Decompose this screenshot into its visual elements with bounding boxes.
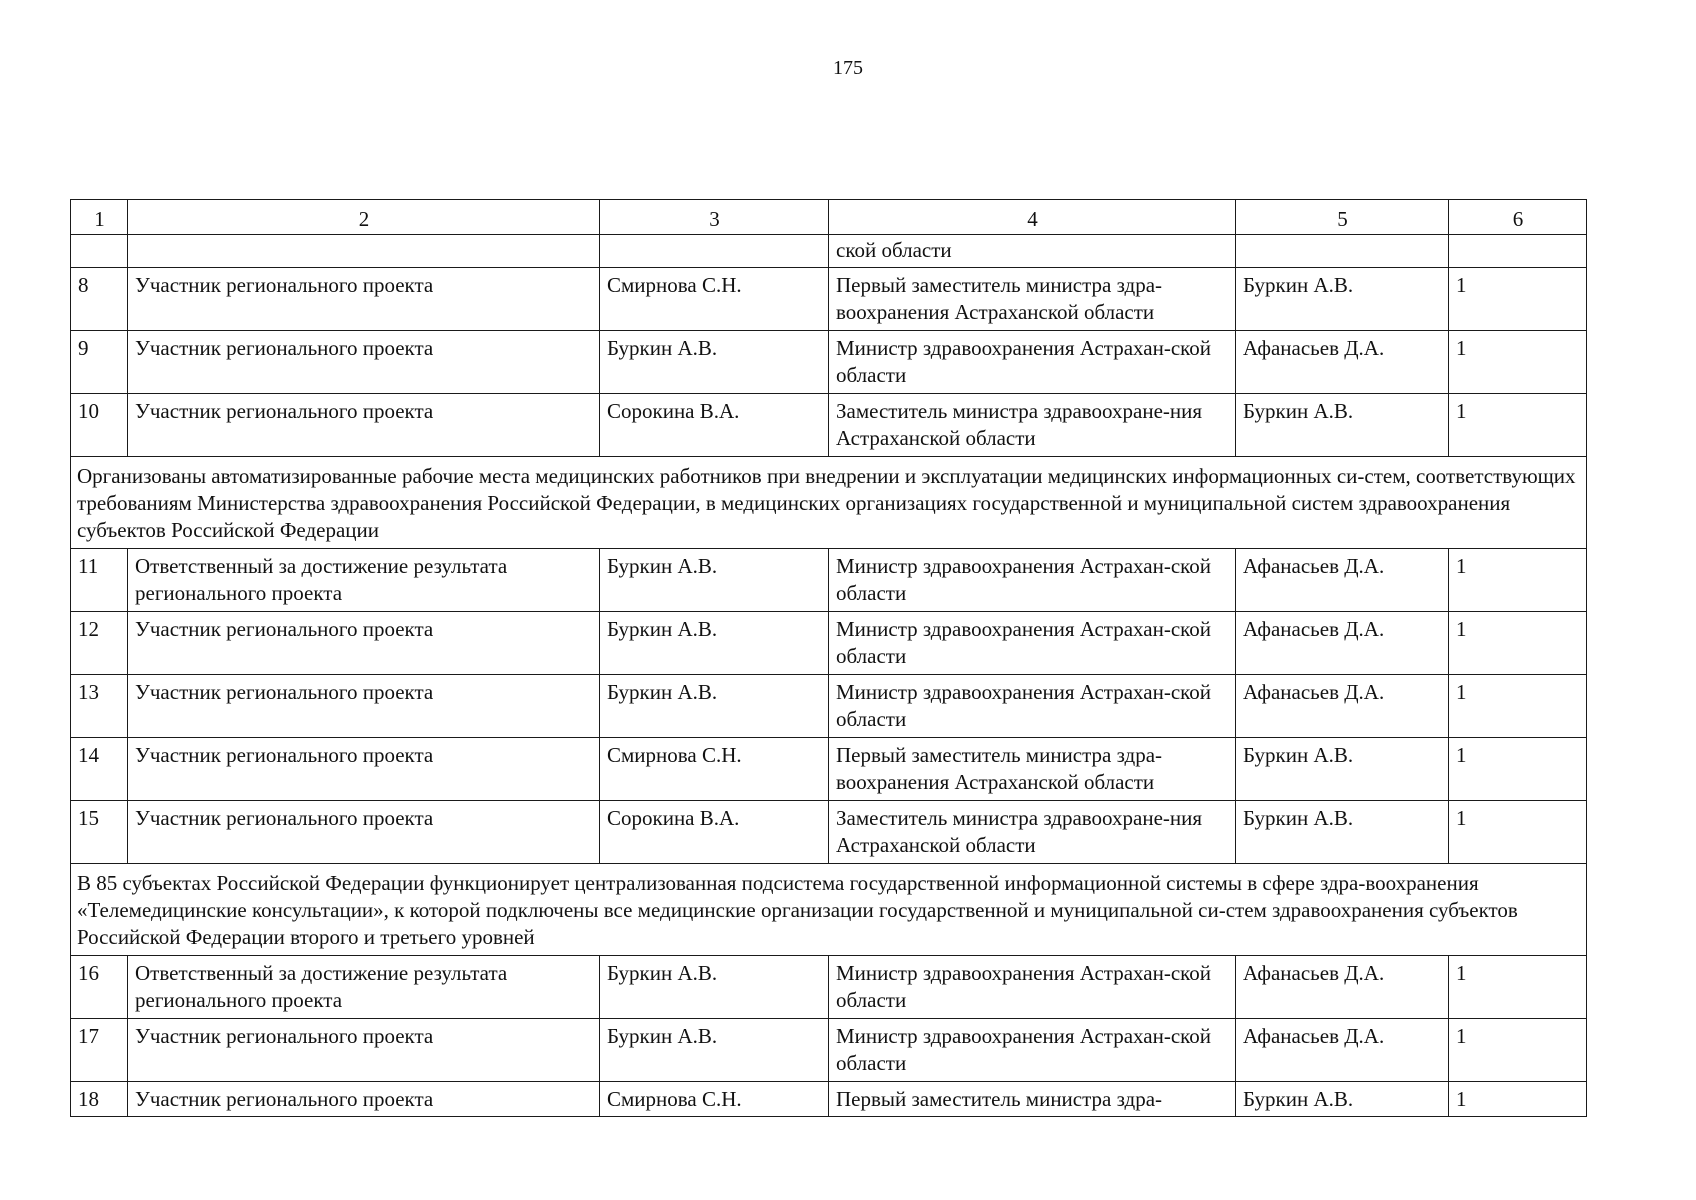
row-position: Министр здравоохранения Астрахан-ской области [829, 675, 1236, 738]
cell-empty [600, 235, 829, 268]
row-person: Сорокина В.А. [600, 394, 829, 457]
table-row [71, 331, 1587, 394]
row-number: 8 [71, 268, 128, 331]
row-position: Министр здравоохранения Астрахан-ской области [829, 1019, 1236, 1082]
row-position: Заместитель министра здравоохране-ния Астраханской области [829, 394, 1236, 457]
header-col-6: 6 [1449, 200, 1587, 235]
section-heading: Организованы автоматизированные рабочие места медицинских работников при внедрении и эксплуатации медицинских информационных си-стем, соответствующих требованиям Министерства здравоохранения Российской Федерации, в медицинских организациях государственной и муниципальной систем здравоохранения субъектов Российской Федерации [71, 457, 1587, 549]
header-col-3: 3 [600, 200, 829, 235]
row-role: Ответственный за достижение результата регионального проекта [128, 956, 600, 1019]
row-role: Участник регионального проекта [128, 1019, 600, 1082]
section-heading-row [71, 864, 1587, 956]
row-supervisor: Буркин А.В. [1236, 738, 1449, 801]
row-load: 1 [1449, 268, 1587, 331]
row-supervisor: Афанасьев Д.А. [1236, 675, 1449, 738]
header-col-2: 2 [128, 200, 600, 235]
table-row [71, 612, 1587, 675]
row-load: 1 [1449, 738, 1587, 801]
table-row [71, 394, 1587, 457]
row-supervisor: Афанасьев Д.А. [1236, 612, 1449, 675]
continuation-position: ской области [829, 235, 1236, 268]
row-person: Буркин А.В. [600, 612, 829, 675]
page-number: 175 [833, 57, 863, 79]
row-number: 16 [71, 956, 128, 1019]
row-supervisor: Афанасьев Д.А. [1236, 549, 1449, 612]
header-row [71, 200, 1587, 235]
row-supervisor: Буркин А.В. [1236, 268, 1449, 331]
row-person: Буркин А.В. [600, 956, 829, 1019]
row-person: Смирнова С.Н. [600, 268, 829, 331]
row-supervisor: Буркин А.В. [1236, 801, 1449, 864]
row-role: Участник регионального проекта [128, 394, 600, 457]
table-row [71, 268, 1587, 331]
cell-empty [1236, 235, 1449, 268]
header-col-1: 1 [71, 200, 128, 235]
responsibility-table [70, 199, 1587, 1117]
table-row [71, 675, 1587, 738]
continuation-row [71, 235, 1587, 268]
row-role: Участник регионального проекта [128, 612, 600, 675]
row-load: 1 [1449, 612, 1587, 675]
row-person: Буркин А.В. [600, 1019, 829, 1082]
row-role: Участник регионального проекта [128, 331, 600, 394]
cell-empty [1449, 235, 1587, 268]
row-position: Заместитель министра здравоохране-ния Астраханской области [829, 801, 1236, 864]
row-number: 14 [71, 738, 128, 801]
row-supervisor: Афанасьев Д.А. [1236, 331, 1449, 394]
row-role: Участник регионального проекта [128, 268, 600, 331]
row-person: Смирнова С.Н. [600, 1082, 829, 1117]
row-number: 18 [71, 1082, 128, 1117]
row-load: 1 [1449, 675, 1587, 738]
row-position: Министр здравоохранения Астрахан-ской области [829, 549, 1236, 612]
row-number: 10 [71, 394, 128, 457]
row-person: Буркин А.В. [600, 331, 829, 394]
row-load: 1 [1449, 331, 1587, 394]
table-row [71, 1019, 1587, 1082]
cell-empty [71, 235, 128, 268]
row-supervisor: Буркин А.В. [1236, 1082, 1449, 1117]
row-role: Участник регионального проекта [128, 1082, 600, 1117]
row-position: Первый заместитель министра здра-воохранения Астраханской области [829, 738, 1236, 801]
section-heading-row [71, 457, 1587, 549]
row-load: 1 [1449, 1019, 1587, 1082]
row-supervisor: Афанасьев Д.А. [1236, 956, 1449, 1019]
row-person: Буркин А.В. [600, 675, 829, 738]
row-number: 12 [71, 612, 128, 675]
header-col-4: 4 [829, 200, 1236, 235]
row-position: Первый заместитель министра здра- [829, 1082, 1236, 1117]
row-number: 9 [71, 331, 128, 394]
row-load: 1 [1449, 394, 1587, 457]
row-position: Министр здравоохранения Астрахан-ской области [829, 331, 1236, 394]
table-row [71, 801, 1587, 864]
table-row [71, 738, 1587, 801]
row-supervisor: Афанасьев Д.А. [1236, 1019, 1449, 1082]
row-role: Участник регионального проекта [128, 675, 600, 738]
row-number: 13 [71, 675, 128, 738]
row-load: 1 [1449, 801, 1587, 864]
row-role: Участник регионального проекта [128, 801, 600, 864]
row-load: 1 [1449, 1082, 1587, 1117]
row-number: 11 [71, 549, 128, 612]
row-load: 1 [1449, 549, 1587, 612]
row-number: 15 [71, 801, 128, 864]
header-col-5: 5 [1236, 200, 1449, 235]
table-row [71, 956, 1587, 1019]
row-supervisor: Буркин А.В. [1236, 394, 1449, 457]
cell-empty [128, 235, 600, 268]
row-person: Сорокина В.А. [600, 801, 829, 864]
row-role: Ответственный за достижение результата регионального проекта [128, 549, 600, 612]
section-heading: В 85 субъектах Российской Федерации функционирует централизованная подсистема государственной информационной системы в сфере здра-воохранения «Телемедицинские консультации», к которой подключены все медицинские организации государственной и муниципальной си-стем здравоохранения субъектов Российской Федерации второго и третьего уровней [71, 864, 1587, 956]
row-load: 1 [1449, 956, 1587, 1019]
row-position: Министр здравоохранения Астрахан-ской области [829, 956, 1236, 1019]
row-person: Смирнова С.Н. [600, 738, 829, 801]
row-position: Первый заместитель министра здра-воохранения Астраханской области [829, 268, 1236, 331]
row-position: Министр здравоохранения Астрахан-ской области [829, 612, 1236, 675]
row-number: 17 [71, 1019, 128, 1082]
table-row [71, 549, 1587, 612]
row-person: Буркин А.В. [600, 549, 829, 612]
table-row [71, 1082, 1587, 1117]
row-role: Участник регионального проекта [128, 738, 600, 801]
